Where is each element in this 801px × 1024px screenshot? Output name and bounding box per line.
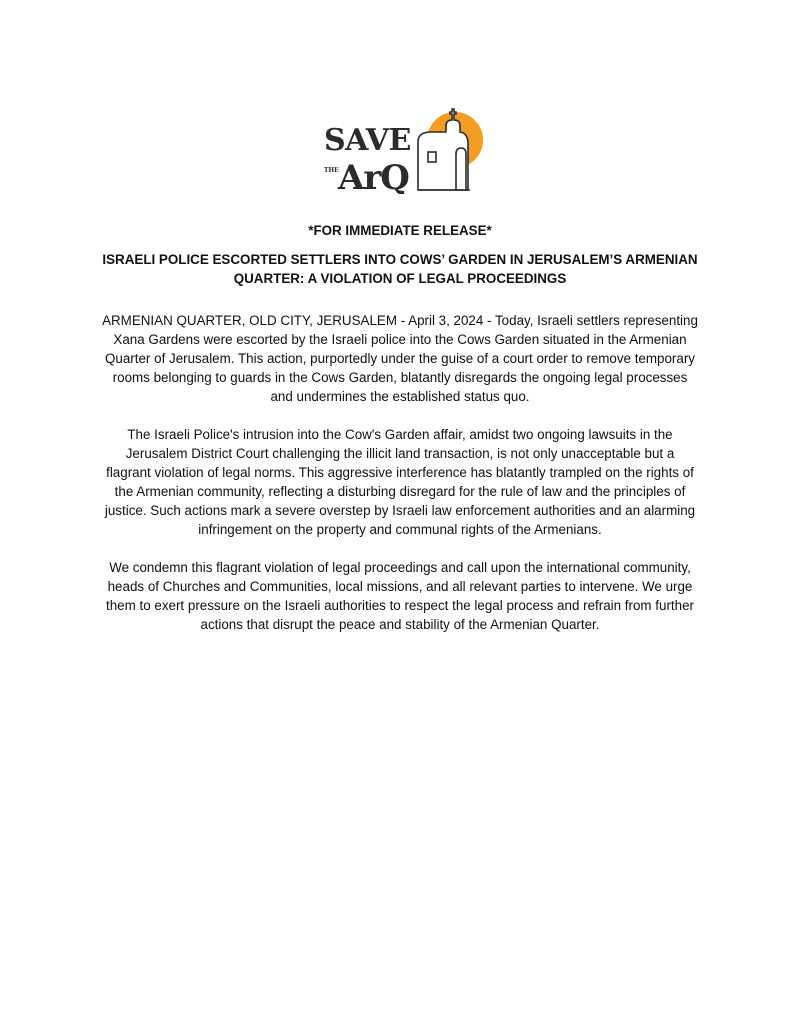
paragraph-line: rooms belonging to guards in the Cows Garden, blatantly disregards the ongoing legal processes — [112, 370, 688, 385]
headline — [90, 250, 710, 288]
logo-word-save: SAVE — [324, 123, 411, 158]
logo-word-the: THE — [324, 167, 339, 174]
headline-line: QUARTER: A VIOLATION OF LEGAL PROCEEDINGS — [233, 271, 567, 286]
paragraph-line: heads of Churches and Communities, local missions, and all relevant parties to intervene. We urge — [107, 579, 693, 594]
paragraph-police-intrusion — [90, 425, 710, 539]
release-body — [90, 221, 710, 653]
release-label: *FOR IMMEDIATE RELEASE* — [308, 223, 492, 238]
paragraph-line: Xana Gardens were escorted by the Israeli police into the Cows Garden situated in the Armenian — [113, 332, 687, 347]
paragraph-line: infringement on the property and communal rights of the Armenians. — [198, 522, 602, 537]
paragraph-condemnation — [90, 558, 710, 634]
paragraph-intro — [90, 311, 710, 406]
paragraph-line: Jerusalem District Court challenging the illicit land transaction, is not only unacceptable but a — [125, 446, 675, 461]
paragraph-line: The Israeli Police's intrusion into the Cow's Garden affair, amidst two ongoing lawsuits in the — [127, 427, 673, 442]
paragraph-line: ARMENIAN QUARTER, OLD CITY, JERUSALEM - April 3, 2024 - Today, Israeli settlers representing — [102, 313, 698, 328]
paragraph-line: justice. Such actions mark a severe overstep by Israeli law enforcement authorities and an alarming — [104, 503, 696, 518]
save-the-arq-logo — [318, 102, 488, 194]
headline-line: ISRAELI POLICE ESCORTED SETTLERS INTO COWS’ GARDEN IN JERUSALEM’S ARMENIAN — [102, 252, 698, 267]
logo-graphic — [318, 102, 488, 194]
paragraph-line: flagrant violation of legal norms. This aggressive interference has blatantly trampled on the rights of — [106, 465, 694, 480]
paragraph-line: We condemn this flagrant violation of legal proceedings and call upon the international community, — [109, 560, 691, 575]
paragraph-line: Quarter of Jerusalem. This action, purportedly under the guise of a court order to remove temporary — [105, 351, 695, 366]
paragraph-line: them to exert pressure on the Israeli authorities to respect the legal process and refrain from further — [106, 598, 694, 613]
paragraph-line: actions that disrupt the peace and stability of the Armenian Quarter. — [200, 617, 600, 632]
paragraph-line: the Armenian community, reflecting a disturbing disregard for the rule of law and the principles of — [114, 484, 686, 499]
paragraph-line: and undermines the established status quo. — [270, 389, 530, 404]
logo-word-arq: ArQ — [338, 158, 409, 194]
